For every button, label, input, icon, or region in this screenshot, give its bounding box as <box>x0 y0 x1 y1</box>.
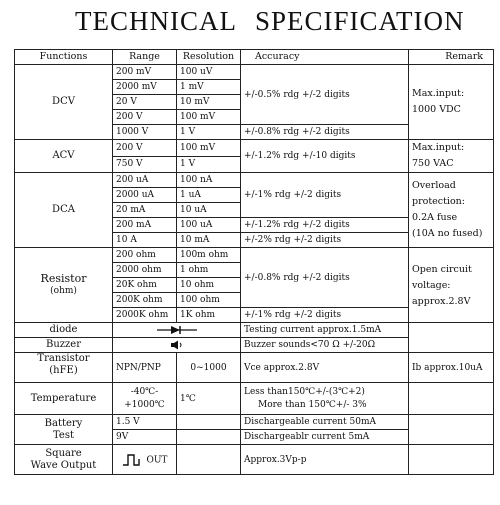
remark-line: Max.input: <box>412 142 465 153</box>
resolution-cell: 100 uA <box>177 218 241 233</box>
table-row <box>15 415 494 430</box>
function-name: Resistor <box>40 272 87 285</box>
accuracy-cell: Dischargeable current 50mA <box>241 415 409 430</box>
resolution-cell: 10 mV <box>177 95 241 110</box>
remark-line: 750 VAC <box>412 158 454 169</box>
function-name: Square <box>45 447 82 459</box>
resolution-cell: 10 uA <box>177 203 241 218</box>
diode-symbol-icon <box>157 325 197 335</box>
remark-cell <box>409 383 494 415</box>
accuracy-line: Less than150℃+/-(3℃+2) <box>244 386 365 397</box>
function-unit: (ohm) <box>50 286 77 296</box>
function-diode: diode <box>15 323 113 338</box>
resolution-cell: 0~1000 <box>177 353 241 383</box>
range-cell <box>113 383 177 415</box>
range-cell: 200 mA <box>113 218 177 233</box>
resolution-cell <box>177 415 241 430</box>
resolution-cell <box>177 430 241 445</box>
range-line: +1000℃ <box>124 399 165 410</box>
table-row <box>15 173 494 188</box>
header-range: Range <box>113 50 177 65</box>
range-cell: 200 mV <box>113 65 177 80</box>
function-temperature: Temperature <box>15 383 113 415</box>
resolution-cell: 100 mV <box>177 110 241 125</box>
square-wave-icon <box>122 453 144 467</box>
resolution-cell: 1 V <box>177 156 241 173</box>
function-square-wave <box>15 445 113 475</box>
square-out-label: OUT <box>146 455 168 465</box>
resolution-cell: 10 mA <box>177 233 241 248</box>
remark-cell <box>409 248 494 323</box>
range-cell: 750 V <box>113 156 177 173</box>
table-row <box>15 353 494 383</box>
function-dca: DCA <box>15 173 113 248</box>
table-row <box>15 65 494 80</box>
speaker-sound-icon <box>170 340 184 350</box>
range-cell: 10 A <box>113 233 177 248</box>
range-cell: 2000 uA <box>113 188 177 203</box>
table-row <box>15 140 494 157</box>
header-accuracy: Accuracy <box>241 50 409 65</box>
remark-line: Max.input: <box>412 88 465 99</box>
remark-line: (10A no fused) <box>412 228 483 239</box>
header-functions: Functions <box>15 50 113 65</box>
range-cell: 200 uA <box>113 173 177 188</box>
table-row <box>15 445 494 475</box>
range-cell: 2000K ohm <box>113 308 177 323</box>
function-name: Transistor <box>37 353 90 364</box>
buzzer-symbol-cell <box>113 338 241 353</box>
remark-cell <box>409 415 494 445</box>
remark-line: voltage: <box>412 280 451 291</box>
title-specification: SPECIFICATION <box>255 6 465 36</box>
table-row <box>15 323 494 338</box>
range-cell: 200K ohm <box>113 293 177 308</box>
function-name: Battery <box>44 417 83 429</box>
accuracy-cell <box>241 383 409 415</box>
accuracy-cell: +/-1% rdg +/-2 digits <box>241 308 409 323</box>
range-cell: 1000 V <box>113 125 177 140</box>
range-line: -40℃- <box>130 386 159 397</box>
table-row <box>15 248 494 263</box>
accuracy-cell: +/-1% rdg +/-2 digits <box>241 173 409 218</box>
remark-line: protection: <box>412 196 465 207</box>
header-remark: Remark <box>409 50 494 65</box>
range-cell: 2000 ohm <box>113 263 177 278</box>
function-name-line2: Test <box>53 429 74 441</box>
resolution-cell <box>177 445 241 475</box>
accuracy-line: More than 150℃+/- 3% <box>258 399 367 410</box>
accuracy-cell: +/-1.2% rdg +/-10 digits <box>241 140 409 173</box>
remark-line: Open circuit <box>412 264 472 275</box>
range-cell: 200 ohm <box>113 248 177 263</box>
function-dcv: DCV <box>15 65 113 140</box>
accuracy-cell: Vce approx.2.8V <box>241 353 409 383</box>
remark-line: 0.2A fuse <box>412 212 458 223</box>
remark-line: Overload <box>412 180 456 191</box>
resolution-cell: 100 nA <box>177 173 241 188</box>
remark-line: approx.2.8V <box>412 296 471 307</box>
accuracy-cell: +/-1.2% rdg +/-2 digits <box>241 218 409 233</box>
resolution-cell: 1 V <box>177 125 241 140</box>
function-unit: (hFE) <box>49 365 78 376</box>
range-cell: 200 V <box>113 110 177 125</box>
remark-cell <box>409 65 494 140</box>
remark-cell: Ib approx.10uA <box>409 353 494 383</box>
range-cell: NPN/PNP <box>113 353 177 383</box>
range-cell <box>113 445 177 475</box>
resolution-cell: 1℃ <box>177 383 241 415</box>
resolution-cell: 100 mV <box>177 140 241 157</box>
accuracy-cell: +/-2% rdg +/-2 digits <box>241 233 409 248</box>
resolution-cell: 1 mV <box>177 80 241 95</box>
accuracy-cell: Buzzer sounds<70 Ω +/-20Ω <box>241 338 409 353</box>
remark-cell <box>409 140 494 173</box>
title-technical: TECHNICAL <box>75 6 237 36</box>
function-acv: ACV <box>15 140 113 173</box>
resolution-cell: 1K ohm <box>177 308 241 323</box>
accuracy-cell: Dischargeablr current 5mA <box>241 430 409 445</box>
remark-line: 1000 VDC <box>412 104 461 115</box>
resolution-cell: 1 uA <box>177 188 241 203</box>
resolution-cell: 100 uV <box>177 65 241 80</box>
resolution-cell: 100m ohm <box>177 248 241 263</box>
resolution-cell: 100 ohm <box>177 293 241 308</box>
range-cell: 20K ohm <box>113 278 177 293</box>
range-cell: 200 V <box>113 140 177 157</box>
range-cell: 9V <box>113 430 177 445</box>
function-battery <box>15 415 113 445</box>
function-resistor <box>15 248 113 323</box>
remark-cell <box>409 445 494 475</box>
table-row <box>15 383 494 415</box>
page-title <box>0 6 500 42</box>
function-buzzer: Buzzer <box>15 338 113 353</box>
accuracy-cell: +/-0.8% rdg +/-2 digits <box>241 125 409 140</box>
range-cell: 20 mA <box>113 203 177 218</box>
range-cell: 20 V <box>113 95 177 110</box>
header-resolution: Resolution <box>177 50 241 65</box>
header-row <box>15 50 494 65</box>
accuracy-cell: Approx.3Vp-p <box>241 445 409 475</box>
resolution-cell: 10 ohm <box>177 278 241 293</box>
spec-table <box>14 49 494 475</box>
function-transistor <box>15 353 113 383</box>
range-cell: 2000 mV <box>113 80 177 95</box>
remark-cell <box>409 323 494 353</box>
range-cell: 1.5 V <box>113 415 177 430</box>
diode-symbol-cell <box>113 323 241 338</box>
accuracy-cell: +/-0.8% rdg +/-2 digits <box>241 248 409 308</box>
resolution-cell: 1 ohm <box>177 263 241 278</box>
accuracy-cell: +/-0.5% rdg +/-2 digits <box>241 65 409 125</box>
remark-cell <box>409 173 494 248</box>
accuracy-cell: Testing current approx.1.5mA <box>241 323 409 338</box>
function-name-line2: Wave Output <box>30 459 97 471</box>
